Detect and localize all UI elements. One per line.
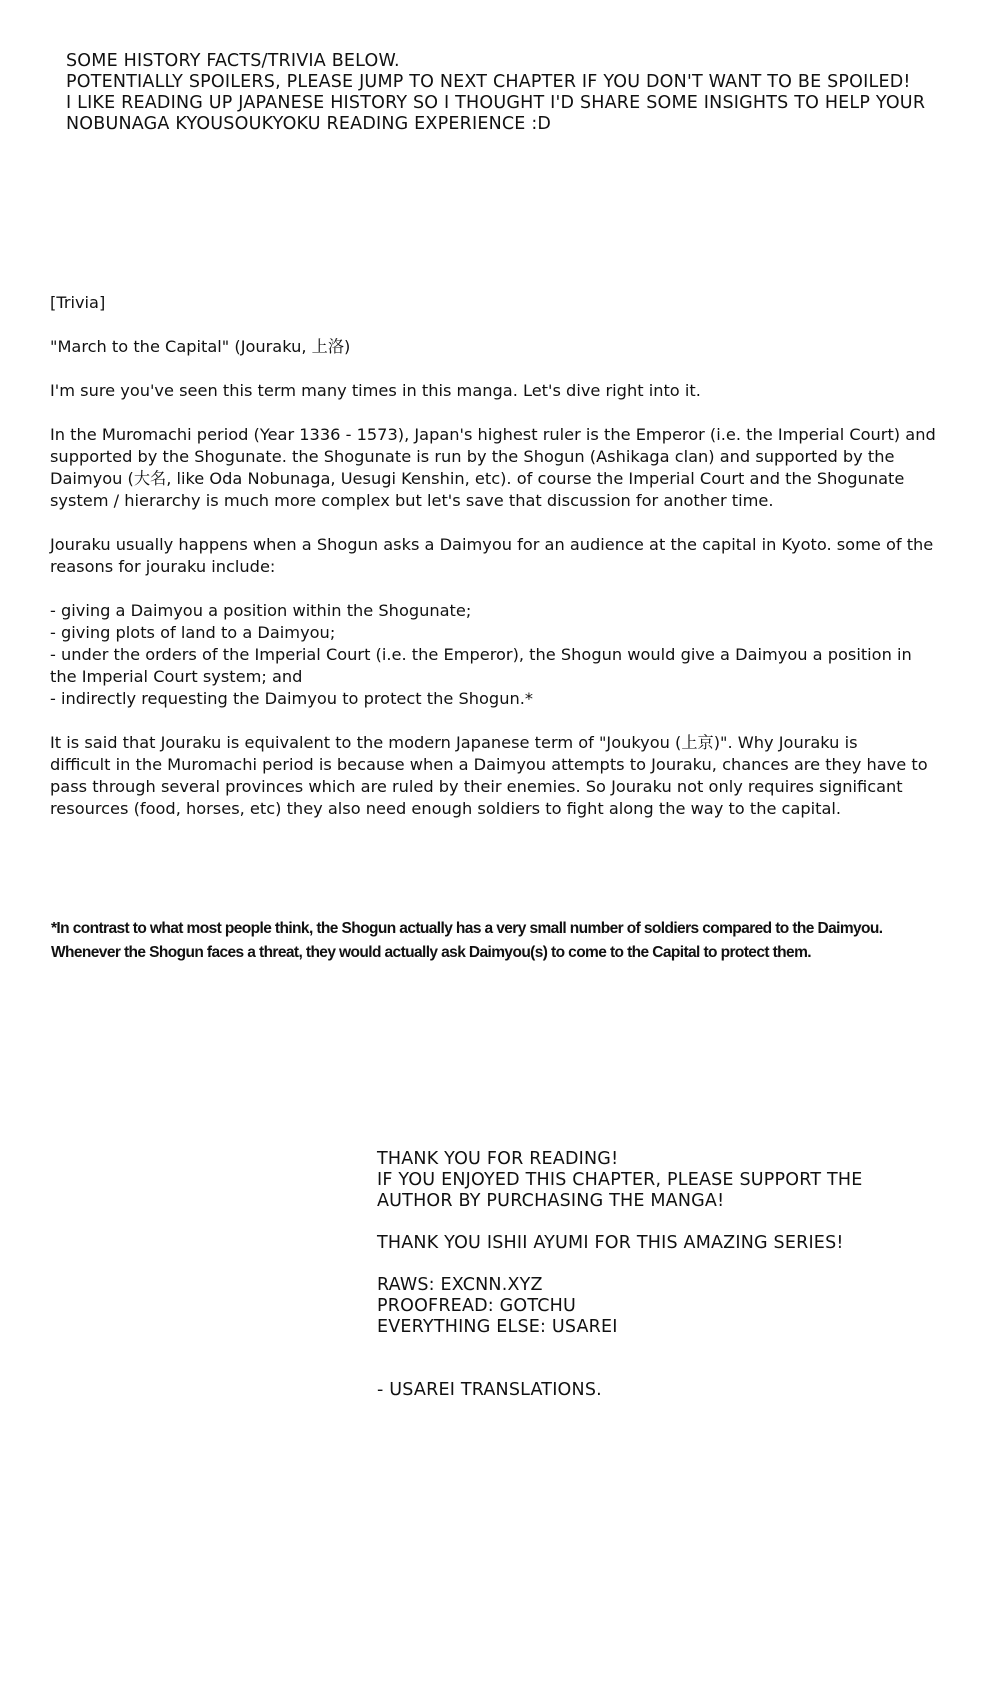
thanks-line: IF YOU ENJOYED THIS CHAPTER, PLEASE SUPPORT THE (377, 1170, 863, 1190)
signature: - USAREI TRANSLATIONS. (377, 1380, 602, 1400)
header-note (66, 51, 925, 135)
paragraph-line: pass through several provinces which are ruled by their enemies. So Jouraku not only requires significant (50, 777, 903, 796)
paragraph-line: supported by the Shogunate. the Shogunate is run by the Shogun (Ashikaga clan) and supported by the (50, 447, 895, 466)
list-item: - under the orders of the Imperial Court (i.e. the Emperor), the Shogun would give a Daimyou a position in (50, 645, 912, 664)
paragraph-line: Jouraku usually happens when a Shogun asks a Daimyou for an audience at the capital in Kyoto. some of the (50, 535, 934, 554)
thanks-line: AUTHOR BY PURCHASING THE MANGA! (377, 1191, 725, 1211)
paragraph-line: resources (food, horses, etc) they also need enough soldiers to fight along the way to the capital. (50, 799, 842, 818)
paragraph (50, 534, 960, 578)
paragraph-line: difficult in the Muromachi period is because when a Daimyou attempts to Jouraku, chances are they have to (50, 755, 928, 774)
list-item: - giving plots of land to a Daimyou; (50, 623, 336, 642)
footnote (51, 917, 882, 965)
credits (377, 1149, 863, 1401)
footnote-line: Whenever the Shogun faces a threat, they would actually ask Daimyou(s) to come to the Capital to protect them. (51, 944, 811, 961)
header-line: I LIKE READING UP JAPANESE HISTORY SO I THOUGHT I'D SHARE SOME INSIGHTS TO HELP YOUR (66, 93, 926, 113)
author-thanks: THANK YOU ISHII AYUMI FOR THIS AMAZING SERIES! (377, 1233, 844, 1253)
header-line: NOBUNAGA KYOUSOUKYOKU READING EXPERIENCE :D (66, 114, 552, 134)
paragraph-line: Daimyou (大名, like Oda Nobunaga, Uesugi Kenshin, etc). of course the Imperial Court and the Shogunate (50, 469, 905, 488)
paragraph-line: system / hierarchy is much more complex but let's save that discussion for another time. (50, 491, 774, 510)
thanks-line: THANK YOU FOR READING! (377, 1149, 619, 1169)
list-item: the Imperial Court system; and (50, 667, 303, 686)
paragraph-line: In the Muromachi period (Year 1336 - 1573), Japan's highest ruler is the Emperor (i.e. the Imperial Court) and (50, 425, 936, 444)
list-item: - giving a Daimyou a position within the Shogunate; (50, 601, 472, 620)
reasons-list (50, 600, 960, 710)
paragraph (50, 732, 960, 820)
trivia-title: "March to the Capital" (Jouraku, 上洛) (50, 337, 351, 356)
trivia-label: [Trivia] (50, 293, 106, 312)
trivia-intro: I'm sure you've seen this term many times in this manga. Let's dive right into it. (50, 381, 701, 400)
staff-line: EVERYTHING ELSE: USAREI (377, 1317, 618, 1337)
paragraph (50, 424, 960, 512)
footnote-line: *In contrast to what most people think, the Shogun actually has a very small number of soldiers compared to the Daimyou. (51, 920, 883, 937)
staff-line: PROOFREAD: GOTCHU (377, 1296, 577, 1316)
paragraph-line: It is said that Jouraku is equivalent to the modern Japanese term of "Joukyou (上京)". Why Jouraku is (50, 733, 858, 752)
header-line: POTENTIALLY SPOILERS, PLEASE JUMP TO NEXT CHAPTER IF YOU DON'T WANT TO BE SPOILED! (66, 72, 911, 92)
header-line: SOME HISTORY FACTS/TRIVIA BELOW. (66, 51, 400, 71)
paragraph-line: reasons for jouraku include: (50, 557, 276, 576)
staff-line: RAWS: EXCNN.XYZ (377, 1275, 543, 1295)
trivia-section (50, 292, 960, 820)
list-item: - indirectly requesting the Daimyou to protect the Shogun.* (50, 689, 533, 708)
